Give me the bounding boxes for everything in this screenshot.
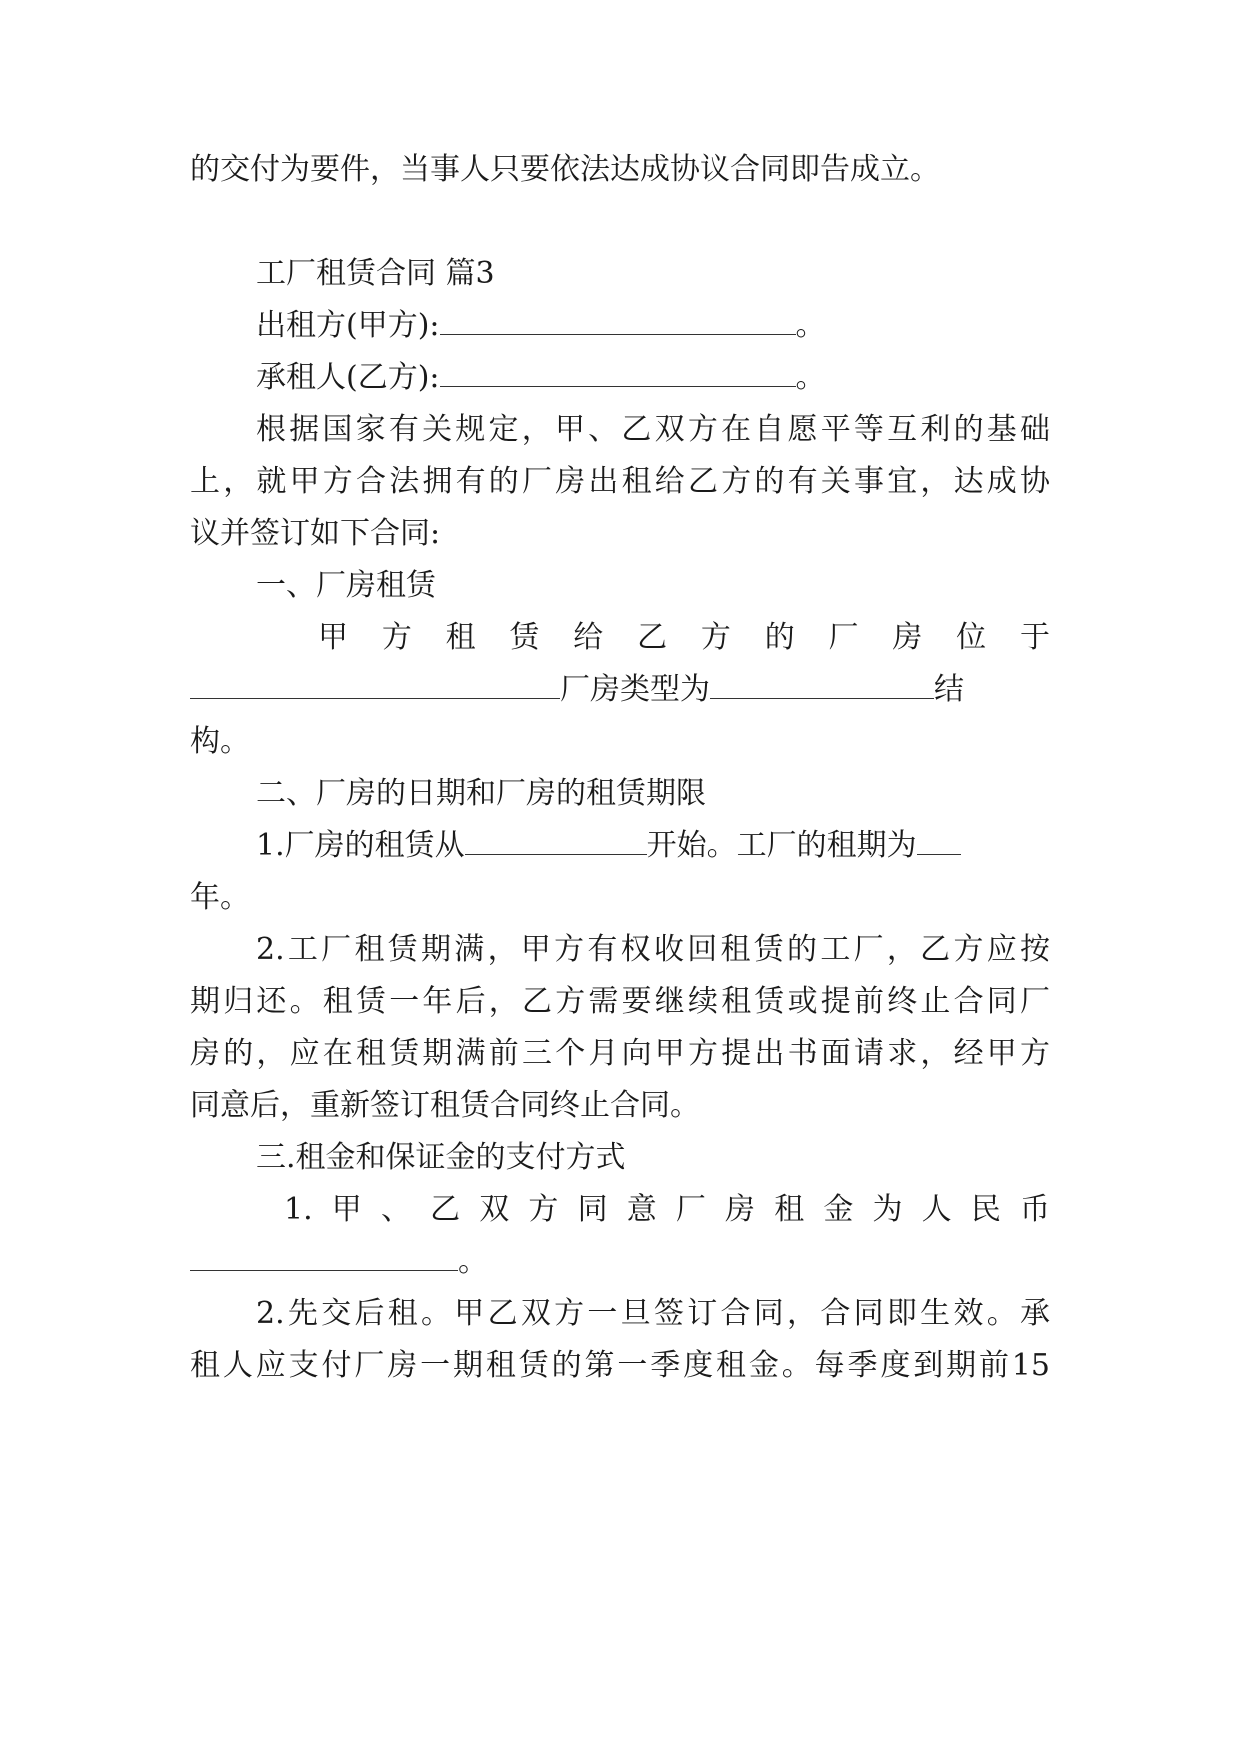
text-line: 构。 [190,724,250,759]
text-line [190,1242,1050,1282]
contract-title: 工厂租赁合同 篇3 [256,256,495,291]
rent-end: 。 [458,1244,488,1279]
type-blank [710,670,934,699]
section-heading: 一、厂房租赁 [256,568,436,603]
text-line: 甲方租赁给乙方的厂房位于 [318,620,1050,655]
text-line: 年。 [190,880,250,915]
location-blank [190,670,560,699]
section-heading: 二、厂房的日期和厂房的租赁期限 [256,776,706,811]
lessor-line [256,306,1050,346]
text-line: 2.先交后租。甲乙双方一旦签订合同，合同即生效。承 [256,1296,1050,1331]
term-length-label: 开始。工厂的租期为 [646,828,917,863]
text-line [256,826,1050,866]
text-line: 上，就甲方合法拥有的厂房出租给乙方的有关事宜，达成协 [190,464,1050,499]
type-end: 结 [934,672,964,707]
years-blank [917,826,961,855]
rent-amount-blank [190,1242,458,1271]
text-line: 根据国家有关规定，甲、乙双方在自愿平等互利的基础 [256,412,1050,447]
text-line: 2.工厂租赁期满，甲方有权收回租赁的工厂，乙方应按 [256,932,1050,967]
lessee-blank [440,358,796,387]
text-line: 的交付为要件，当事人只要依法达成协议合同即告成立。 [190,152,940,187]
lessee-line [256,358,1050,398]
text-line: 1.甲、乙双方同意厂房租金为人民币 [284,1192,1050,1227]
lessor-blank [440,306,796,335]
text-line: 期归还。租赁一年后，乙方需要继续租赁或提前终止合同厂 [190,984,1050,1019]
type-label: 厂房类型为 [560,672,710,707]
lessee-label: 承租人(乙方): [256,360,440,395]
lessee-end: 。 [795,360,826,395]
lessor-label: 出租方(甲方): [256,308,440,343]
text-line: 同意后，重新签订租赁合同终止合同。 [190,1088,700,1123]
text-line [190,670,1050,710]
start-date-blank [465,826,647,855]
term-start-label: 1.厂房的租赁从 [256,828,465,863]
lessor-end: 。 [795,308,826,343]
text-line: 议并签订如下合同: [190,516,441,551]
text-line: 租人应支付厂房一期租赁的第一季度租金。每季度到期前15 [190,1348,1050,1383]
text-line: 房的，应在租赁期满前三个月向甲方提出书面请求，经甲方 [190,1036,1050,1071]
section-heading: 三.租金和保证金的支付方式 [256,1140,626,1175]
